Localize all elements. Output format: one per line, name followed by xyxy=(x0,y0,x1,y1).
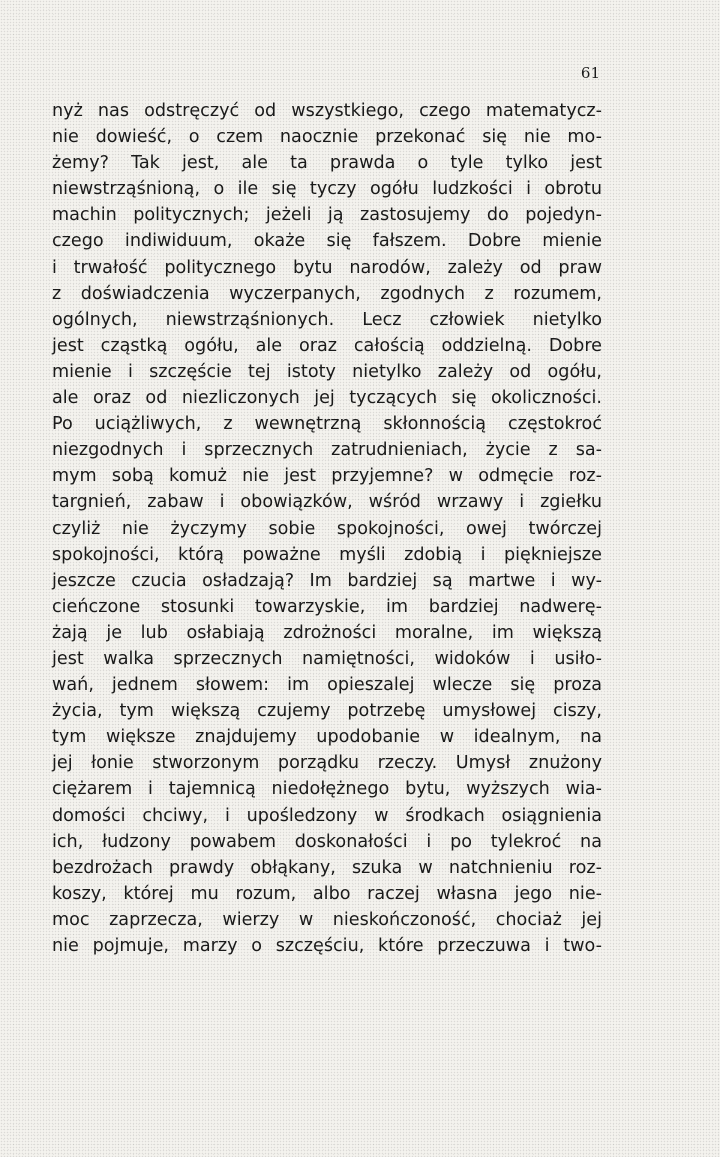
text-line: machin politycznych; jeżeli ją zastosujemy do pojedyn- xyxy=(52,205,602,226)
text-line: żają je lub osłabiają zdrożności moralne, im większą xyxy=(52,622,602,643)
text-line: nie pojmuje, marzy o szczęściu, które przeczuwa i two- xyxy=(52,936,602,956)
text-line: jej łonie stworzonym porządku rzeczy. Umysł znużony xyxy=(52,753,602,774)
text-line: mym sobą komuż nie jest przyjemne? w odmęcie roz- xyxy=(52,466,602,487)
text-line: tym większe znajdujemy upodobanie w idealnym, na xyxy=(52,727,602,748)
text-line: Po uciążliwych, z wewnętrzną skłonnością częstokroć xyxy=(52,414,602,435)
text-line: bezdrożach prawdy obłąkany, szuka w natchnieniu roz- xyxy=(52,857,602,878)
text-line: życia, tym większą czujemy potrzebę umysłowej ciszy, xyxy=(52,701,602,722)
text-line: niezgodnych i sprzecznych zatrudnieniach, życie z sa- xyxy=(52,440,602,461)
text-line: ogólnych, niewstrząśnionych. Lecz człowiek nietylko xyxy=(52,309,602,330)
text-line: niewstrząśnioną, o ile się tyczy ogółu ludzkości i obrotu xyxy=(52,179,602,200)
text-line: wań, jednem słowem: im opieszalej wlecze się proza xyxy=(52,675,602,696)
text-line: spokojności, którą poważne myśli zdobią i piękniejsze xyxy=(52,544,602,565)
text-line: nyż nas odstręczyć od wszystkiego, czego matematycz- xyxy=(52,101,602,121)
text-line: ale oraz od niezliczonych jej tyczących się okoliczności. xyxy=(52,388,602,409)
text-line: ciężarem i tajemnicą niedołężnego bytu, wyższych wia- xyxy=(52,779,602,800)
text-line: żemy? Tak jest, ale ta prawda o tyle tylko jest xyxy=(52,153,602,174)
text-line: koszy, której mu rozum, albo raczej własna jego nie- xyxy=(52,883,602,904)
page-number: 61 xyxy=(580,64,600,82)
text-line: cieńczone stosunki towarzyskie, im bardziej nadwerę- xyxy=(52,596,602,617)
text-line: nie dowieść, o czem naocznie przekonać się nie mo- xyxy=(52,127,602,148)
text-line: ich, łudzony powabem doskonałości i po tylekroć na xyxy=(52,831,602,852)
text-line: domości chciwy, i upośledzony w środkach osiągnienia xyxy=(52,805,602,826)
body-text xyxy=(52,98,602,959)
text-line: jest cząstką ogółu, ale oraz całością oddzielną. Dobre xyxy=(52,335,602,356)
text-line: czyliż nie życzymy sobie spokojności, owej twórczej xyxy=(52,518,602,539)
text-line: mienie i szczęście tej istoty nietylko zależy od ogółu, xyxy=(52,361,602,382)
text-line: jeszcze czucia osładzają? Im bardziej są martwe i wy- xyxy=(52,570,602,591)
text-line: z doświadczenia wyczerpanych, zgodnych z rozumem, xyxy=(52,283,602,304)
text-line: jest walka sprzecznych namiętności, widoków i usiło- xyxy=(52,648,602,669)
text-line: czego indiwiduum, okaże się fałszem. Dobre mienie xyxy=(52,231,602,252)
text-line: moc zaprzecza, wierzy w nieskończoność, chociaż jej xyxy=(52,909,602,930)
text-line: targnień, zabaw i obowiązków, wśród wrzawy i zgiełku xyxy=(52,492,602,513)
text-line: i trwałość politycznego bytu narodów, zależy od praw xyxy=(52,257,602,278)
